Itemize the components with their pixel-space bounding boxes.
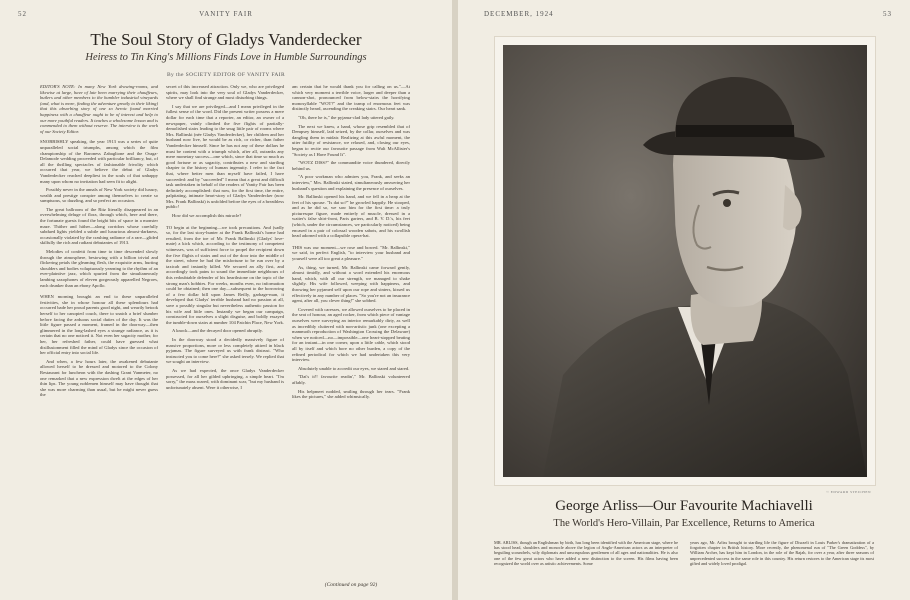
- paragraph: Covered with caresses, we allowed ourselves to be placed in the seat of honour, an aged rocker, from which piece of vantage ourselves were surveying an interior remarkably dirty, as well as incredibly cluttered with non-artistic junk (one excepting a mammoth reproduction of Washington Crossing the Delaware) when we noticed—no—impossible—one heart-stopped beating for an instant—in one corner, upon a little cable, which stood all by itself and which bore no other burden, a copy of the refined periodical for which we had undertaken this very interview.: [292, 306, 410, 363]
- paragraph: Absolutely unable to accredit our eyes, we stared and stared.: [298, 365, 410, 371]
- paragraph: As we had expected, the once Gladys Vanderdecker possessed, for all her gilded upbringing, a simple heart. "I'm sorry," the mass roared, with dominant scar, "but my husband is unfortunately absent. Were it otherwise, I: [166, 367, 284, 390]
- paragraph: "Oh, there he is," the pyjama-clad lady uttered gaily.: [298, 114, 395, 120]
- portrait-illustration: [503, 45, 867, 477]
- paragraph: Mr. Ballinski opened his hand, and we fell in a heap at the feet of his spouse. "Is dat so?" he growled happily. He stooped, and as he did so, we saw him for the first time: a truly picturesque figure, made entirely of muscle, dressed in a waiter's false shirt-front, Paris garters, and B. V. D.'s, his feet (which, under the circumstances, we particularly noticed) being encased in a pair of colossal wooden sabots, and his swollish head adorned with a collapsible opera-hat.: [292, 194, 410, 239]
- paragraph: The next we knew, a hand, whose grip resembled that of Dempsey himself, laid seized, by the collar, ourselves and was dangling them in midair. Realizing at this awful moment, the utter futility of resistance, we relaxed, and, closing our eyes, began to recite our favourite passage from Walt McAllister's "Society as I Have Found It".: [292, 123, 410, 157]
- paragraph: How did we accomplish this miracle?: [172, 213, 242, 219]
- page-number: 53: [883, 10, 892, 18]
- caption-text: MR. ARLISS, though an Englishman by birth, has long been identified with the American stage, where he has stood head, shoulders and monocle above the legion of Anglo-American actors as an interpreter of beguiling scoundrels, wily diplomats and unscrupulous gentlemen of all ages and nationalities. He is also one of the few great actors who have added a new distinction to the screen. His films having been recognized the world over as artistic achievements. Some: [494, 540, 678, 566]
- editors-note: EDITOR'S NOTE: In many New York drawing-rooms, and likewise at large, have of late been marrying their chauffeurs, butlers and other members to the humbler industrial vineyards (and, what is more, finding the adventure greatly to their liking) that this absorbing story of one so heroic found married happiness with a chauffeur ought to be of interest and help to our more youthful readers. It teaches a wholesome lesson and is commended to them without reserve. The interview is the work of our Society Editor.: [40, 84, 158, 134]
- photo-credit: © EDWARD STEICHEN: [826, 490, 871, 494]
- paragraph: In the doorway stood a decidedly massively figure of massive proportions, more or less completely attired in black pyjamas. The figure surveyed us with frank distrust. "Who instructed you to come here?" she asked tersely. We replied that we sought an interview.: [166, 336, 284, 365]
- right-page: [458, 0, 910, 600]
- photo-subtitle: The World's Hero-Villain, Par Excellence, Returns to America: [553, 518, 815, 529]
- paragraph: I say that we are privileged—and I mean privileged in the fullest sense of the word. Did the present writer possess a mere dollar for each time that a reporter, an editor, an owner of a newspaper, vainly climbed the five flights of partially-demolished stairs leading to the snug little pair of rooms where Mrs. Ballinski (née Gladys Vanderdecker), her children and her husband now live, he would be as rich, or richer, than father Vanderdecker himself. Since he has not any of these dollars he must be content with a triumph which, after all, outranks any mere monetary success—one which, since that time so much as good fortune or as sagacity, contributes a new and startling chapter to the history of human ingenuity. I refer to the fact that, where better men than myself have failed, I have succeeded: and by "succeeded" I mean that a great and difficult task undertaken in behalf of the readers of Vanity Fair has been definitely accomplished: that now, for the first time, the entire, palpitating, intimate heart-story of Gladys Vanderdecker (now Mrs. Frank Ballinski) is unfolded before the eyes of a breathless public!: [166, 103, 284, 210]
- paragraph: WHEN morning brought an end to these unparalleled festivities, she in whose honour all these splendours had occurred bade her proud parents good night, and wearily betook herself to her canopied couch, there to snatch a brief slumber before facing the arduous social duties of the day. It was the little figure passed a moment, framed in the doorway—then glimmered in the long-lashed eyes a strange radiance, as it is certain that no one noticed it. Not even her sagacity mother, for her, her refreshed father, could have guessed what disillusionment filled the mind of Gladys since the occasion of her official entry into social life.: [40, 294, 158, 356]
- paragraph: Possibly never in the annals of New York society did luxury, wealth and prestige conspire among themselves to create so sumptuous, so dazzling, and so perfect an occasion.: [40, 187, 158, 204]
- photo-title: George Arliss—Our Favourite Machiavelli: [555, 498, 813, 514]
- column-3: [292, 84, 410, 578]
- column-2: [166, 84, 284, 592]
- paragraph: am certain that he would thank you for calling on us."—At which very moment a terrible voice, larger and deeper than a cannon-shot, pronounced from below-stairs the horrifying monosyllable "WOT?" and the tramp of enormous feet was distinctly heard, ascending the creaking stairs. Our heart sank.: [292, 84, 410, 112]
- paragraph: "Dat's it!! favourite readin'," Mr. Ballinski volunteered affably.: [292, 374, 410, 385]
- caption-column-2: [690, 540, 874, 596]
- paragraph: The great ballroom of the Ritz literally disappeared in an overwhelming deluge of flora, through which, here and there, the fortunate guests found the bright bits of space in a monster maze. Thither and hither—along corridors whose carefully subdued lights yielded a subtle and luxurious almost-darkness, occasionally violated by the crashing radiance of a rare—glided skilfully the rich and radiant debutantes of 1913.: [40, 206, 158, 246]
- paragraph: "A poor workman who admires you, Frank, and seeks an interview," Mrs. Ballinski stated, simultaneously answering her husband's question and explaining the presence of ourselves.: [292, 174, 410, 191]
- paragraph: As, thing, we turned, Mr. Ballinski came forward gently, almost timidly, and without a word extended his enormous hand, which, with all our strength, we managed to shake slightly. His wife followed, weeping with happiness, and throwing her pyjamed self upon our rope and sinters, kissed us effectively in any number of places. "So you're not an insurance agent, after all, you clever thing!" she sobbed.: [292, 264, 410, 304]
- paragraph: And when, a few hours later, the awakened debutante allowed herself to be dressed and motored to the Colony Restaurant for luncheon with the dashing Grant Vanmeter, no one remarked that a new expression dwelt at the edges of her thin lips. The young noblemen himself may have thought that she was more charming than usual, but he might never guess the: [40, 358, 158, 398]
- paragraph: A knock—and the decayed door opened abruptly.: [172, 328, 263, 334]
- left-page: [0, 0, 452, 600]
- caption-text: years ago, Mr. Arliss brought to startling life the figure of Disraeli in Louis Parker's dramatization of a forgotten chapter in British history. More recently, the phenomenal run of "The Green Goddess", by William Archer, has kept him in London, in the role of the Rajah, for over a year, after three seasons of unprecedented success in the same role in this country. His return restores to the American stage its most gifted and widely loved prodigal.: [690, 540, 874, 566]
- article-subtitle: Heiress to Tin King's Millions Finds Love in Humble Surroundings: [85, 52, 367, 63]
- continued-note: (Continued on page 92): [324, 582, 378, 588]
- page-number: 52: [18, 10, 27, 18]
- paragraph: THIS was our moment—we rose and bowed. "Mr. Ballinski," we said, in perfect English, "to interview your husband and yourself were all too great a pleasure.": [292, 244, 410, 262]
- paragraph: His helpmeet nodded, smiling through her tears. "Frank likes the pictures," she added whimsically.: [292, 388, 410, 400]
- paragraph: TO begin at the beginning—we took precautions. And (sadly so, for the last story-hunter at the Frank Ballinski's home had resulted, from the toe of Mr. Frank Ballinski (Gladys' love-mate) a kick which, according to the testimony of competent witnesses, was of sufficient force to propel the recipient down the five flights of stairs and out of the door into the middle of the street, where he had the misfortune to be run over by a taxicab and instantly killed. We secured an ally first, and accordingly took pains to sound the immediate neighbours of this redoubtable defender of his hearthstone on the topic of the strong man's hobbies. For weeks, months even, no information could be obtained; then one day—subsequent to the borrowing of a few dollar bill upon James Reilly, garbage-man, it developed that Gladys' terrible husband had no passion at all, save a possibly singular but nevertheless authentic passion for his wife and little ones. Instantly we began our campaign, constructed for ourselves a slight disguise, and boldly essayed the tumble-down stairs at number 104 Patchin Place, New York.: [166, 224, 284, 325]
- portrait-photo: [494, 36, 876, 494]
- paragraph: SNOBBISHLY speaking, the year 1913 was a series of quite unparalleled social triumphs, among which the film championship of the Baroness Zabaglione and the Oraga-Delamode wedding proceeded with particular brilliancy, but, of all the thrilling spectacles of fashionable frivolity which occurred that year, we believe the debut of Gladys Vanderdecker reached deepliest in the souls of that unhappy many upon whom no invitation had seen fit to alight.: [40, 139, 158, 184]
- magazine-name: VANITY FAIR: [199, 10, 253, 18]
- byline: By the SOCIETY EDITOR OF VANITY FAIR: [166, 72, 286, 78]
- caption-column-1: [494, 540, 678, 596]
- paragraph: "WOTZ DISS?" the commandite voice thundered, directly behind us.: [292, 160, 410, 171]
- paragraph: secret of this increased attraction. Only we, who are privileged spirits, may look into the very soul of Gladys Vanderdecker, where we shall find strange and most disturbing things.: [166, 84, 284, 101]
- article-title: The Soul Story of Gladys Vanderdecker: [90, 30, 362, 49]
- issue-date: DECEMBER, 1924: [484, 10, 554, 18]
- paragraph: Melodies of confetti from time to time descended slowly through the atmosphere, bestowing with a billion trivial and flickering petals the gleaming flesh, the exquisite arms, hurting shoulders and bodies voluptuously yearning to the rhythm of an ever-plaintive jazz, which spurted from the simultaneously lambing saxophones of eleven gorgeously apparelled Negroes, each drunker than an ebony Apollo.: [40, 249, 158, 288]
- column-1: [40, 84, 158, 592]
